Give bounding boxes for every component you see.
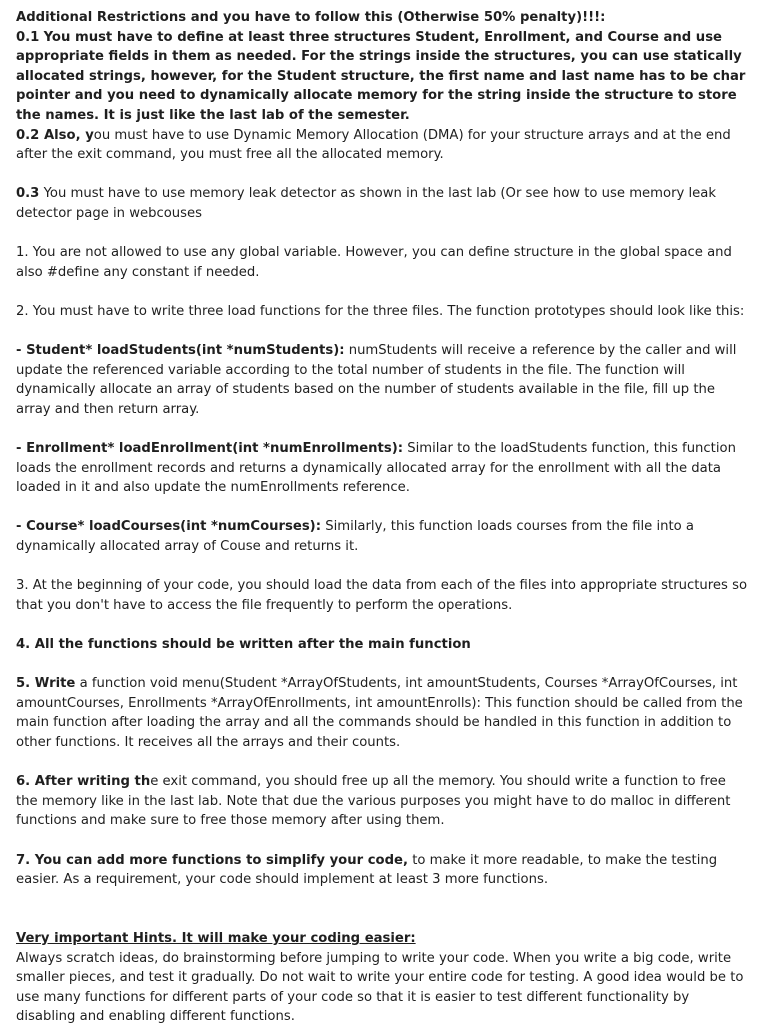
- restriction-0-1-label: 0.1: [16, 29, 40, 45]
- restriction-0-1-text: You must have to define at least three structures Student, Enrollment, and Course and use appropriate fields in them as needed. For the strings inside the structures, you can use statically allocated strings, however, for the Student structure, the first name and last name has to be char pointer and you need to dynamically allocate memory for the string inside the structure to store the names. It is just like the last lab of the semester.: [16, 29, 746, 123]
- item-5-label: 5. Write: [16, 676, 76, 692]
- hints-block: [16, 929, 748, 1027]
- item-5-text: a function void menu(Student *ArrayOfStudents, int amountStudents, Courses *ArrayOfCourses, int amountCourses, Enrollments *ArrayOfEnrollments, int amountEnrolls): This function should be called from the main function after loading the array and all the commands should be handled in this function in addition to other functions. It receives all the arrays and their counts.: [16, 676, 743, 750]
- item-7-text: to make it more readable, to make the testing easier. As a requirement, your code should implement at least 3 more functions.: [16, 852, 718, 888]
- item-6-label: 6. After writing th: [16, 774, 151, 790]
- function-load-students-text: numStudents will receive a reference by the caller and will update the referenced variable according to the total number of students in the file. The function will dynamically allocate an array of students based on the number of students available in the file, fill up the array and then return array.: [16, 343, 737, 417]
- item-6-text: e exit command, you should free up all the memory. You should write a function to free the memory like in the last lab. Note that due the various purposes you might have to do malloc in different functions and make sure to free those memory after using them.: [16, 774, 731, 829]
- restriction-0-3: [16, 184, 748, 223]
- function-load-enrollment: [16, 439, 748, 498]
- item-3: 3. At the beginning of your code, you should load the data from each of the files into appropriate structures so that you don't have to access the file frequently to perform the operations.: [16, 578, 748, 613]
- item-4-text: 4. All the functions should be written after the main function: [16, 637, 471, 652]
- item-2: 2. You must have to write three load functions for the three files. The function prototypes should look like this:: [16, 303, 745, 319]
- item-4: [16, 635, 748, 655]
- item-6: [16, 772, 748, 831]
- item-7: [16, 851, 748, 890]
- restriction-0-2-label: 0.2 Also, y: [16, 127, 94, 143]
- item-1: 1. You are not allowed to use any global variable. However, you can define structure in the global space and also #define any constant if needed.: [16, 245, 732, 280]
- function-load-courses-signature: - Course* loadCourses(int *numCourses):: [16, 519, 321, 535]
- function-load-courses-text: Similarly, this function loads courses from the file into a dynamically allocated array of Couse and returns it.: [16, 519, 695, 555]
- restriction-0-3-text: You must have to use memory leak detector as shown in the last lab (Or see how to use memory leak detector page in webcouses: [16, 186, 716, 221]
- restrictions-block: [16, 8, 748, 165]
- item-5: [16, 674, 748, 752]
- restriction-0-3-label: 0.3: [16, 186, 40, 202]
- function-load-students-signature: - Student* loadStudents(int *numStudents):: [16, 343, 345, 359]
- hints-title: Very important Hints. It will make your coding easier:: [16, 930, 416, 946]
- function-load-enrollment-text: Similar to the loadStudents function, this function loads the enrollment records and returns a dynamically allocated array for the enrollment with all the data loaded in it and also update the numEnrollments reference.: [16, 441, 736, 496]
- restrictions-heading: Additional Restrictions and you have to follow this (Otherwise 50% penalty)!!!:: [16, 10, 606, 25]
- hints-text: Always scratch ideas, do brainstorming before jumping to write your code. When you write a big code, write smaller pieces, and test it gradually. Do not wait to write your entire code for testing. A good idea would be to use many functions for different parts of your code so that it is easier to test different functionality by disabling and enabling different functions.: [16, 950, 744, 1025]
- restriction-0-2-text: ou must have to use Dynamic Memory Allocation (DMA) for your structure arrays and at the end after the exit command, you must free all the allocated memory.: [16, 127, 731, 163]
- function-load-courses: [16, 517, 748, 556]
- item-7-label: 7. You can add more functions to simplify your code,: [16, 852, 408, 868]
- function-load-students: [16, 341, 748, 419]
- function-load-enrollment-signature: - Enrollment* loadEnrollment(int *numEnrollments):: [16, 441, 404, 457]
